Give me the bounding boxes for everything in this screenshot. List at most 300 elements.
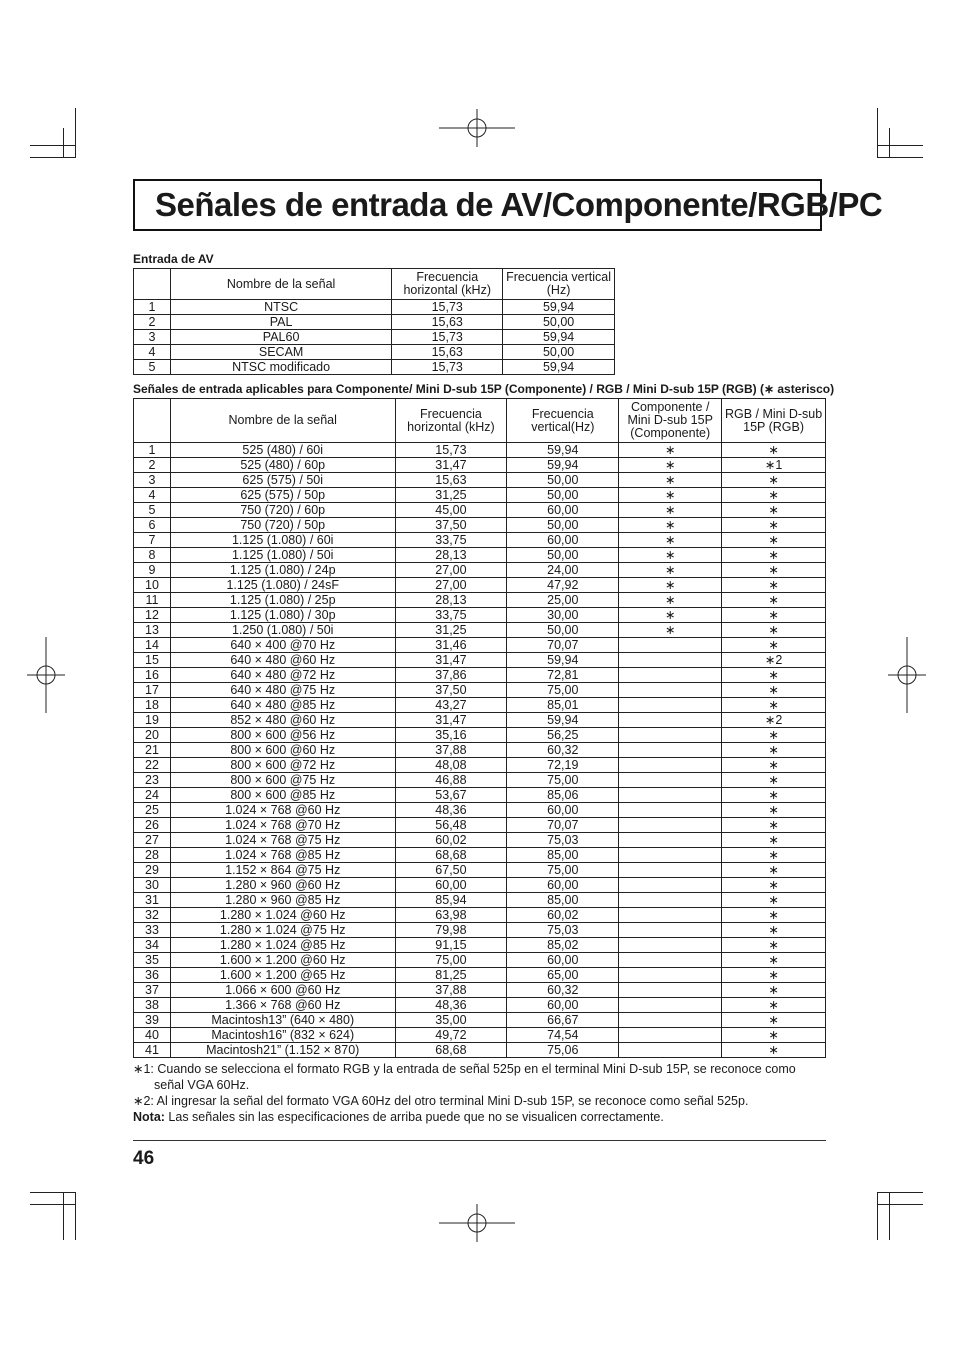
table-cell: 800 × 600 @85 Hz (170, 788, 395, 803)
table-cell: 1.125 (1.080) / 30p (170, 608, 395, 623)
table-cell (619, 968, 722, 983)
table-cell: ∗ (722, 953, 826, 968)
table-cell: 85,02 (507, 938, 619, 953)
table-cell: 11 (134, 593, 171, 608)
table-cell (619, 983, 722, 998)
table-cell: 625 (575) / 50p (170, 488, 395, 503)
table-cell (619, 698, 722, 713)
table-cell: 37,50 (395, 683, 507, 698)
table-cell: 31,46 (395, 638, 507, 653)
table-cell: 48,36 (395, 803, 507, 818)
table-cell: 85,06 (507, 788, 619, 803)
table-cell (619, 953, 722, 968)
footnote-2: ∗2: Al ingresar la señal del formato VGA 60Hz del otro terminal Mini D-sub 15P, se reconoce como señal 525p. (133, 1094, 749, 1108)
table-cell: 68,68 (395, 848, 507, 863)
table-cell: 85,00 (507, 848, 619, 863)
table-cell: 28 (134, 848, 171, 863)
crop-mark (889, 128, 890, 158)
table-row (134, 653, 826, 668)
table-cell: 33 (134, 923, 171, 938)
table-cell: ∗ (722, 833, 826, 848)
table-cell (619, 923, 722, 938)
table-cell (619, 743, 722, 758)
table-cell: 36 (134, 968, 171, 983)
table-cell: 750 (720) / 50p (170, 518, 395, 533)
table-cell: ∗ (619, 578, 722, 593)
table-row (134, 345, 615, 360)
table-cell: ∗ (722, 1028, 826, 1043)
table-cell: 31,47 (395, 458, 507, 473)
table-cell (619, 638, 722, 653)
table-cell: 32 (134, 908, 171, 923)
table-cell: 59,94 (507, 443, 619, 458)
table-header-row (134, 269, 615, 300)
table-row (134, 548, 826, 563)
table-row (134, 1013, 826, 1028)
table-cell: 625 (575) / 50i (170, 473, 395, 488)
table-cell: 30,00 (507, 608, 619, 623)
table-cell: ∗ (722, 533, 826, 548)
table-cell: ∗ (722, 1043, 826, 1058)
table-cell: Macintosh21” (1.152 × 870) (170, 1043, 395, 1058)
crop-mark (30, 1192, 76, 1193)
table-row (134, 300, 615, 315)
table-cell: ∗ (619, 533, 722, 548)
table-cell: ∗ (722, 998, 826, 1013)
table-cell: 60,00 (507, 503, 619, 518)
table-cell: ∗ (722, 773, 826, 788)
table-cell: ∗ (619, 443, 722, 458)
table-cell: 4 (134, 345, 171, 360)
table-cell: 30 (134, 878, 171, 893)
table-cell: NTSC (170, 300, 391, 315)
component-section-label: Señales de entrada aplicables para Componente/ Mini D-sub 15P (Componente) / RGB / Mini D-sub 15P (RGB) (∗ asterisco) (133, 382, 835, 396)
table-cell: 22 (134, 758, 171, 773)
table-cell: 1.280 × 1.024 @60 Hz (170, 908, 395, 923)
table-cell: 19 (134, 713, 171, 728)
table-cell: 14 (134, 638, 171, 653)
table-cell: 75,06 (507, 1043, 619, 1058)
table-cell: 852 × 480 @60 Hz (170, 713, 395, 728)
table-row (134, 533, 826, 548)
table-cell: 23 (134, 773, 171, 788)
table-cell: ∗2 (722, 713, 826, 728)
table-cell: 8 (134, 548, 171, 563)
table-cell: ∗ (722, 623, 826, 638)
table-cell: 1.600 × 1.200 @65 Hz (170, 968, 395, 983)
registration-mark-icon (439, 1204, 515, 1242)
table-cell: 60,00 (507, 878, 619, 893)
table-cell: 67,50 (395, 863, 507, 878)
table-cell: ∗ (619, 473, 722, 488)
column-header: Frecuencia vertical(Hz) (507, 399, 619, 443)
table-cell: 15,73 (392, 330, 503, 345)
table-cell (619, 683, 722, 698)
column-header: Nombre de la señal (170, 399, 395, 443)
crop-mark (877, 1204, 923, 1205)
table-cell: ∗ (722, 668, 826, 683)
table-cell: 1.280 × 1.024 @85 Hz (170, 938, 395, 953)
table-cell: 4 (134, 488, 171, 503)
table-cell: 640 × 480 @75 Hz (170, 683, 395, 698)
table-row (134, 758, 826, 773)
table-cell: ∗ (722, 488, 826, 503)
table-cell: 35,16 (395, 728, 507, 743)
table-cell (619, 803, 722, 818)
nota-text: Las señales sin las especificaciones de arriba puede que no se visualicen correctamente. (164, 1110, 664, 1124)
table-cell: NTSC modificado (170, 360, 391, 375)
table-row (134, 1043, 826, 1058)
table-cell: 46,88 (395, 773, 507, 788)
table-cell: ∗ (722, 593, 826, 608)
table-cell: 1 (134, 300, 171, 315)
table-cell: 18 (134, 698, 171, 713)
table-cell: 27,00 (395, 578, 507, 593)
table-cell: ∗ (722, 878, 826, 893)
table-cell: ∗ (722, 638, 826, 653)
table-row (134, 578, 826, 593)
table-cell: 59,94 (503, 300, 615, 315)
table-cell: 49,72 (395, 1028, 507, 1043)
table-cell: 48,08 (395, 758, 507, 773)
table-cell: ∗ (619, 518, 722, 533)
table-cell: 640 × 400 @70 Hz (170, 638, 395, 653)
table-cell: 59,94 (503, 360, 615, 375)
table-cell: 60,32 (507, 983, 619, 998)
table-cell: 40 (134, 1028, 171, 1043)
table-cell: 800 × 600 @75 Hz (170, 773, 395, 788)
table-cell: 800 × 600 @60 Hz (170, 743, 395, 758)
table-cell: 65,00 (507, 968, 619, 983)
table-cell: 50,00 (507, 488, 619, 503)
table-cell: ∗ (722, 848, 826, 863)
table-cell: 27,00 (395, 563, 507, 578)
footnote-1-continued: señal VGA 60Hz. (154, 1078, 250, 1092)
table-cell: 59,94 (507, 458, 619, 473)
table-cell: 60,00 (507, 533, 619, 548)
table-cell: 1.250 (1.080) / 50i (170, 623, 395, 638)
table-cell: ∗ (722, 983, 826, 998)
table-cell: 60,00 (507, 953, 619, 968)
registration-mark-icon (27, 637, 65, 713)
table-cell: 3 (134, 330, 171, 345)
table-cell: 28,13 (395, 593, 507, 608)
table-cell: 1.280 × 960 @85 Hz (170, 893, 395, 908)
component-rgb-signal-table (133, 398, 826, 1058)
table-cell: ∗ (722, 1013, 826, 1028)
table-cell: ∗ (619, 503, 722, 518)
table-cell: 1.024 × 768 @60 Hz (170, 803, 395, 818)
table-cell: 75,00 (507, 683, 619, 698)
table-cell: 72,81 (507, 668, 619, 683)
table-cell: 39 (134, 1013, 171, 1028)
table-cell: ∗ (619, 563, 722, 578)
table-cell (619, 728, 722, 743)
table-cell: 2 (134, 315, 171, 330)
table-cell (619, 668, 722, 683)
table-cell: ∗ (619, 548, 722, 563)
table-cell: ∗ (722, 908, 826, 923)
table-cell: 50,00 (507, 548, 619, 563)
table-cell: ∗ (722, 788, 826, 803)
table-cell: 15,73 (392, 360, 503, 375)
table-cell: 60,00 (507, 803, 619, 818)
table-cell (619, 908, 722, 923)
table-cell: 640 × 480 @72 Hz (170, 668, 395, 683)
column-header (134, 269, 171, 300)
table-cell: 2 (134, 458, 171, 473)
table-cell: 37,86 (395, 668, 507, 683)
table-cell: 74,54 (507, 1028, 619, 1043)
table-cell (619, 878, 722, 893)
crop-mark (877, 1192, 923, 1193)
table-cell: 63,98 (395, 908, 507, 923)
table-cell: 10 (134, 578, 171, 593)
table-row (134, 878, 826, 893)
table-cell: ∗ (722, 518, 826, 533)
table-cell (619, 758, 722, 773)
table-row (134, 518, 826, 533)
table-cell: 1.280 × 960 @60 Hz (170, 878, 395, 893)
table-cell (619, 653, 722, 668)
table-cell: 35 (134, 953, 171, 968)
table-cell: 26 (134, 818, 171, 833)
table-cell: Macintosh16” (832 × 624) (170, 1028, 395, 1043)
table-cell: 75,03 (507, 833, 619, 848)
table-cell: 640 × 480 @60 Hz (170, 653, 395, 668)
table-cell: ∗2 (722, 653, 826, 668)
table-cell: 1.600 × 1.200 @60 Hz (170, 953, 395, 968)
table-cell: 1.024 × 768 @85 Hz (170, 848, 395, 863)
table-row (134, 443, 826, 458)
table-cell: 31,25 (395, 488, 507, 503)
table-cell: ∗ (722, 863, 826, 878)
table-row (134, 360, 615, 375)
table-cell (619, 998, 722, 1013)
table-cell: ∗ (722, 683, 826, 698)
table-cell: ∗ (722, 728, 826, 743)
table-cell: 72,19 (507, 758, 619, 773)
table-row (134, 1028, 826, 1043)
table-row (134, 593, 826, 608)
table-row (134, 893, 826, 908)
table-cell: 70,07 (507, 818, 619, 833)
table-cell: 17 (134, 683, 171, 698)
column-header: Frecuencia horizontal (kHz) (395, 399, 507, 443)
table-cell: 60,32 (507, 743, 619, 758)
table-cell: Macintosh13” (640 × 480) (170, 1013, 395, 1028)
table-cell: 28,13 (395, 548, 507, 563)
column-header: Frecuencia horizontal (kHz) (392, 269, 503, 300)
table-cell: 70,07 (507, 638, 619, 653)
table-cell: 37,88 (395, 983, 507, 998)
table-cell: ∗ (722, 503, 826, 518)
crop-mark (877, 157, 923, 158)
table-cell: 29 (134, 863, 171, 878)
footer-divider (133, 1140, 826, 1141)
table-cell: 1.366 × 768 @60 Hz (170, 998, 395, 1013)
table-row (134, 563, 826, 578)
table-cell: ∗ (722, 818, 826, 833)
table-row (134, 458, 826, 473)
table-cell (619, 713, 722, 728)
table-cell: 525 (480) / 60p (170, 458, 395, 473)
table-row (134, 713, 826, 728)
av-signal-table (133, 268, 615, 375)
page-number: 46 (133, 1148, 155, 1169)
crop-mark (30, 157, 76, 158)
table-cell: 1.152 × 864 @75 Hz (170, 863, 395, 878)
table-cell (619, 788, 722, 803)
table-cell: 750 (720) / 60p (170, 503, 395, 518)
table-cell: 27 (134, 833, 171, 848)
table-cell (619, 863, 722, 878)
table-row (134, 968, 826, 983)
table-cell: 1.125 (1.080) / 24p (170, 563, 395, 578)
table-cell: 59,94 (507, 653, 619, 668)
column-header: Nombre de la señal (170, 269, 391, 300)
crop-mark (30, 145, 76, 146)
table-row (134, 623, 826, 638)
av-section-label: Entrada de AV (133, 252, 214, 266)
table-cell (619, 938, 722, 953)
table-cell: ∗ (722, 803, 826, 818)
table-cell: 12 (134, 608, 171, 623)
table-cell (619, 1013, 722, 1028)
table-cell: 75,00 (507, 863, 619, 878)
table-row (134, 788, 826, 803)
table-cell: ∗ (722, 578, 826, 593)
table-cell: 31 (134, 893, 171, 908)
table-cell: 50,00 (503, 345, 615, 360)
table-cell: 1.125 (1.080) / 24sF (170, 578, 395, 593)
table-cell: SECAM (170, 345, 391, 360)
table-row (134, 818, 826, 833)
table-cell: 24 (134, 788, 171, 803)
table-cell: 15,63 (392, 345, 503, 360)
table-cell: 50,00 (507, 623, 619, 638)
table-cell: 33,75 (395, 533, 507, 548)
table-cell: 800 × 600 @72 Hz (170, 758, 395, 773)
table-cell: 85,01 (507, 698, 619, 713)
crop-mark (63, 1192, 64, 1240)
table-cell: ∗ (722, 548, 826, 563)
table-cell: 91,15 (395, 938, 507, 953)
table-cell: 1.024 × 768 @70 Hz (170, 818, 395, 833)
table-row (134, 773, 826, 788)
table-cell: 56,25 (507, 728, 619, 743)
table-cell: ∗ (619, 593, 722, 608)
table-row (134, 503, 826, 518)
table-row (134, 953, 826, 968)
table-cell: ∗ (722, 968, 826, 983)
table-cell: 1.125 (1.080) / 25p (170, 593, 395, 608)
table-cell: ∗ (619, 488, 722, 503)
table-cell: ∗ (619, 458, 722, 473)
table-cell: ∗ (722, 893, 826, 908)
table-cell: 7 (134, 533, 171, 548)
table-cell: 1.125 (1.080) / 60i (170, 533, 395, 548)
table-cell: 13 (134, 623, 171, 638)
table-cell: 48,36 (395, 998, 507, 1013)
table-cell: 1.125 (1.080) / 50i (170, 548, 395, 563)
table-cell: 45,00 (395, 503, 507, 518)
table-cell: 25 (134, 803, 171, 818)
table-cell: 37,88 (395, 743, 507, 758)
table-cell: 1 (134, 443, 171, 458)
crop-mark (30, 1204, 76, 1205)
column-header: RGB / Mini D-sub 15P (RGB) (722, 399, 826, 443)
table-cell: ∗ (722, 923, 826, 938)
table-header-row (134, 399, 826, 443)
table-row (134, 683, 826, 698)
crop-mark (877, 1192, 878, 1240)
table-cell: 24,00 (507, 563, 619, 578)
table-cell: 15,63 (395, 473, 507, 488)
table-cell: 41 (134, 1043, 171, 1058)
table-cell (619, 773, 722, 788)
table-cell: 6 (134, 518, 171, 533)
crop-mark (889, 1192, 890, 1240)
table-cell: 56,48 (395, 818, 507, 833)
table-cell: ∗ (722, 743, 826, 758)
table-cell: 25,00 (507, 593, 619, 608)
table-cell: 15,73 (395, 443, 507, 458)
table-cell: 50,00 (507, 473, 619, 488)
crop-mark (63, 128, 64, 158)
table-cell: 75,00 (507, 773, 619, 788)
table-row (134, 833, 826, 848)
table-cell: 50,00 (503, 315, 615, 330)
table-row (134, 668, 826, 683)
table-row (134, 315, 615, 330)
table-cell: 3 (134, 473, 171, 488)
table-cell: ∗ (722, 938, 826, 953)
table-cell (619, 893, 722, 908)
table-row (134, 848, 826, 863)
table-cell: 66,67 (507, 1013, 619, 1028)
table-cell: PAL60 (170, 330, 391, 345)
table-cell: 75,00 (395, 953, 507, 968)
table-cell: 33,75 (395, 608, 507, 623)
table-cell: 59,94 (507, 713, 619, 728)
table-cell: ∗ (722, 443, 826, 458)
column-header (134, 399, 171, 443)
registration-mark-icon (439, 109, 515, 147)
table-cell: 20 (134, 728, 171, 743)
table-row (134, 863, 826, 878)
table-cell: 5 (134, 360, 171, 375)
table-cell: 1.066 × 600 @60 Hz (170, 983, 395, 998)
table-cell (619, 1043, 722, 1058)
nota-label: Nota: (133, 1110, 165, 1124)
table-cell: 15,73 (392, 300, 503, 315)
table-cell (619, 818, 722, 833)
table-row (134, 488, 826, 503)
table-cell: ∗ (722, 608, 826, 623)
table-cell: 9 (134, 563, 171, 578)
table-row (134, 728, 826, 743)
table-cell: ∗1 (722, 458, 826, 473)
table-row (134, 923, 826, 938)
table-cell (619, 833, 722, 848)
table-cell: 75,03 (507, 923, 619, 938)
crop-mark (877, 145, 923, 146)
table-cell: PAL (170, 315, 391, 330)
table-cell: ∗ (619, 623, 722, 638)
table-row (134, 608, 826, 623)
table-cell: ∗ (722, 473, 826, 488)
